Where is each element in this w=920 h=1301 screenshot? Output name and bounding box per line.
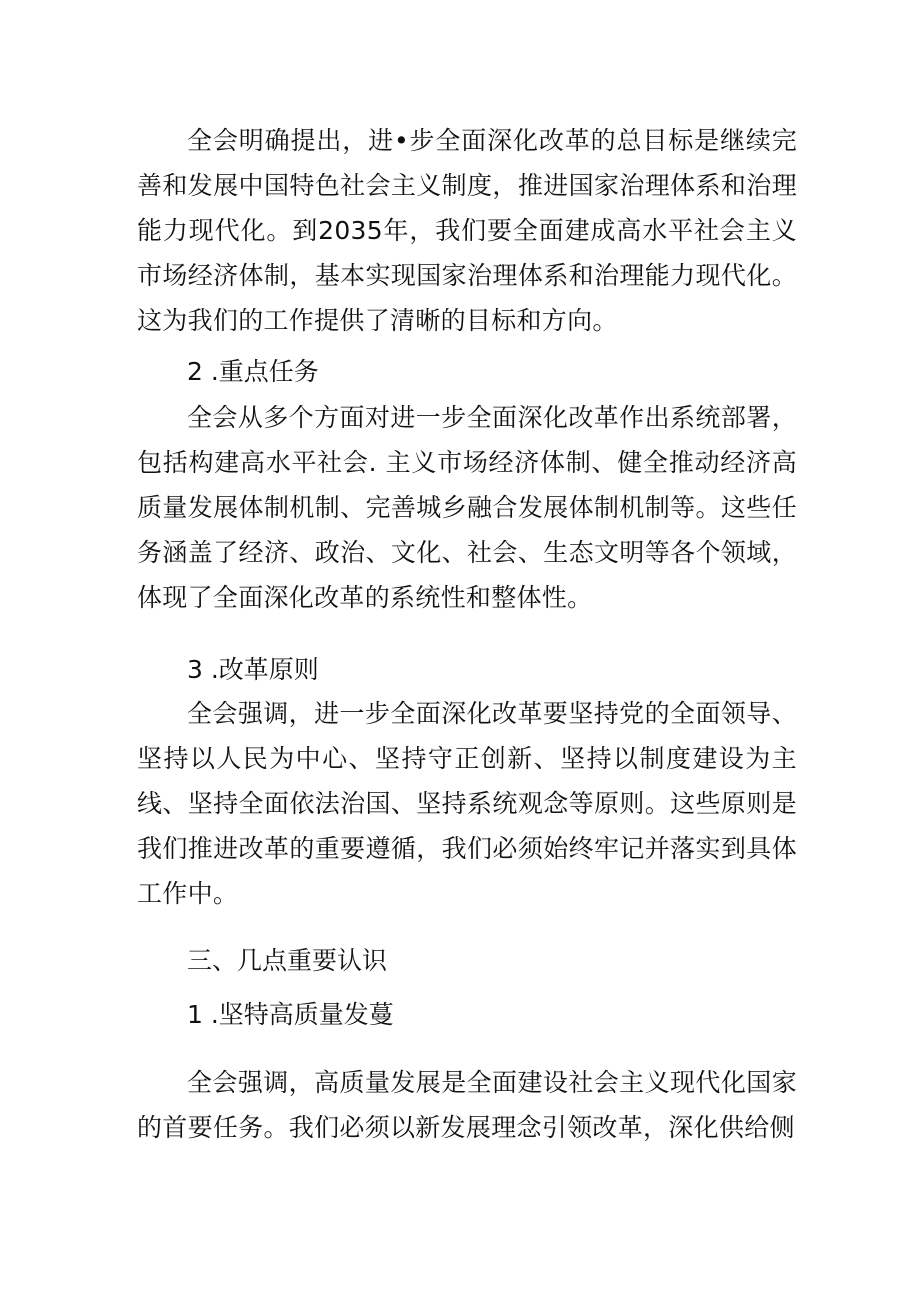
heading-key-tasks: 2 .重点任务 xyxy=(187,357,319,386)
paragraph-high-quality-development: 全会强调，高质量发展是全面建设社会主义现代化国家的首要任务。我们必须以新发展理念引领改革，深化供给侧 xyxy=(137,1068,797,1142)
paragraph-overall-goal: 全会明确提出，进•步全面深化改革的总目标是继续完善和发展中国特色社会主义制度，推进国家治理体系和治理能力现代化。到2035年，我们要全面建成高水平社会主义市场经济体制，基本实现国家治理体系和治理能力现代化。这为我们的工作提供了清晰的目标和方向。 xyxy=(137,126,797,335)
heading-section-three: 三、几点重要认识 xyxy=(187,946,388,975)
paragraph-key-tasks: 全会从多个方面对进一步全面深化改革作出系统部署，包括构建高水平社会. 主义市场经济体制、健全推动经济高质量发展体制机制、完善城乡融合发展体制机制等。这些任务涵盖了经济、政治、文化、社会、生态文明等各个领域，体现了全面深化改革的系统性和整体性。 xyxy=(137,403,797,612)
paragraph-reform-principles: 全会强调，进一步全面深化改革要坚持党的全面领导、坚持以人民为中心、坚持守正创新、坚持以制度建设为主线、坚持全面依法治国、坚持系统观念等原则。这些原则是我们推进改革的重要遵循，我们必须始终牢记并落实到具体工作中。 xyxy=(137,699,797,908)
heading-high-quality-development: 1 .坚特高质量发蔓 xyxy=(187,1000,394,1029)
heading-reform-principles: 3 .改革原则 xyxy=(187,655,319,684)
